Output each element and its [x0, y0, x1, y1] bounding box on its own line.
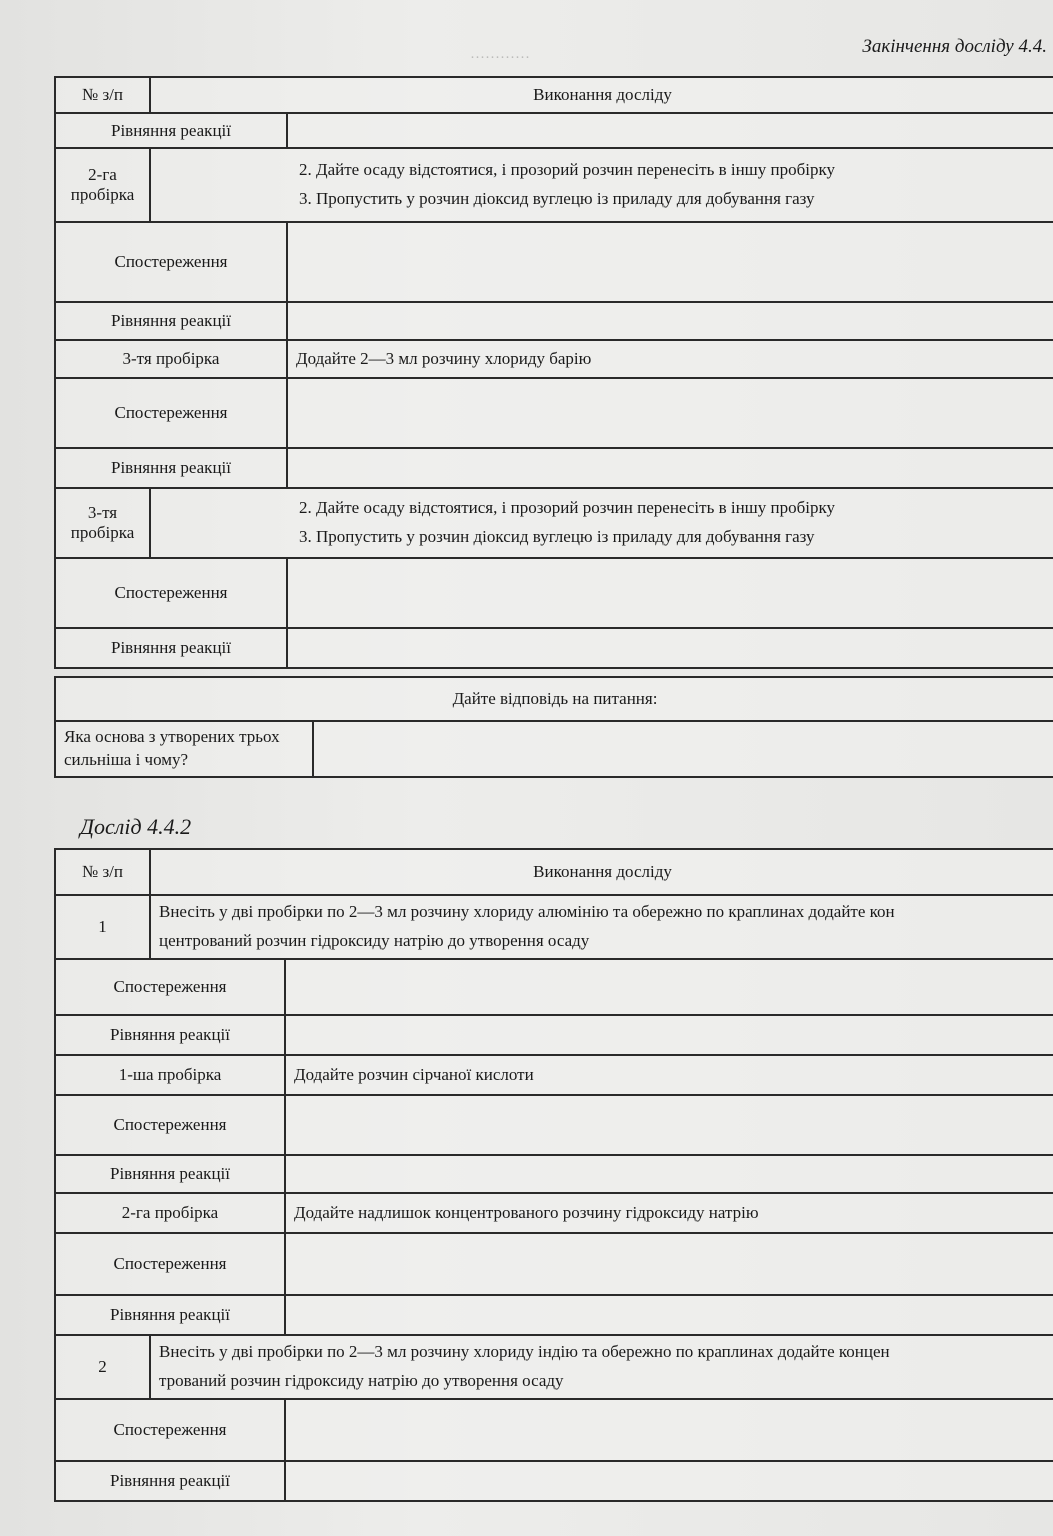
procedure-text: [150, 1335, 1053, 1399]
row-label: Рівняння реакції: [55, 1461, 285, 1501]
observation-field[interactable]: [287, 558, 1053, 628]
row-label: Спостереження: [55, 1095, 285, 1155]
step-3-text: 3. Пропустить у розчин діоксид вуглецю із приладу для добування газу: [299, 189, 815, 208]
tube-label: 1-ша пробірка: [55, 1055, 285, 1095]
step-number: 2: [55, 1335, 150, 1399]
procedure-text: [150, 895, 1053, 959]
answer-field[interactable]: [287, 302, 1053, 340]
step-2-text: 2. Дайте осаду відстоятися, і прозорий розчин перенесіть в іншу пробірку: [299, 498, 836, 518]
col-number-header: № з/п: [55, 77, 150, 113]
procedure-text: Додайте надлишок концентрованого розчину гідроксиду натрію: [285, 1193, 1053, 1233]
table-row: [55, 222, 1053, 302]
table-row: [55, 1461, 1053, 1501]
table-row: [55, 448, 1053, 488]
table-header-row: [55, 77, 1053, 113]
table-row: [55, 302, 1053, 340]
table-row: [55, 895, 1053, 959]
row-label: Спостереження: [55, 1233, 285, 1295]
question-text: Яка основа з утворених трьох сильніша і чому?: [55, 721, 313, 777]
answer-field[interactable]: [285, 1295, 1053, 1335]
step-3-text: 3. Пропустить у розчин діоксид вуглецю із приладу для добування газу: [299, 527, 815, 546]
table-row: [55, 1399, 1053, 1461]
table-header-row: [55, 849, 1053, 895]
col-action-header: Виконання досліду: [150, 849, 1053, 895]
table-row: [55, 1233, 1053, 1295]
table-row: [55, 558, 1053, 628]
row-label: Рівняння реакції: [55, 1295, 285, 1335]
table-row: [55, 1295, 1053, 1335]
question-header: Дайте відповідь на питання:: [55, 677, 1053, 721]
answer-field[interactable]: [285, 1461, 1053, 1501]
procedure-text: Додайте розчин сірчаної кислоти: [285, 1055, 1053, 1095]
answer-field[interactable]: [287, 448, 1053, 488]
procedure-line-2: центрований розчин гідроксиду натрію до утворення осаду: [159, 931, 590, 950]
table-row: [55, 628, 1053, 668]
table-row: [55, 1193, 1053, 1233]
tube-label: 2-га пробірка: [55, 148, 150, 222]
table-row: [55, 959, 1053, 1015]
col-action-header: Виконання досліду: [150, 77, 1053, 113]
procedure-steps: [150, 488, 1053, 558]
question-row: [55, 721, 1053, 777]
question-header-row: [55, 677, 1053, 721]
table-row: [55, 1055, 1053, 1095]
answer-field[interactable]: [313, 721, 1053, 777]
procedure-line-2: трований розчин гідроксиду натрію до утворення осаду: [159, 1371, 564, 1390]
tube-label: 3-тя пробірка: [55, 340, 287, 378]
observation-field[interactable]: [287, 222, 1053, 302]
observation-field[interactable]: [285, 1399, 1053, 1461]
answer-field[interactable]: [285, 1155, 1053, 1193]
page-continuation-title: Закінчення досліду 4.4.: [862, 36, 1047, 57]
question-table: [54, 676, 1053, 778]
experiment-table-continued: [54, 76, 1053, 669]
observation-field[interactable]: [285, 1233, 1053, 1295]
procedure-steps: [150, 148, 1053, 222]
tube-label: 2-га пробірка: [55, 1193, 285, 1233]
table-row: [55, 488, 1053, 558]
table-row: [55, 1015, 1053, 1055]
step-2-text: 2. Дайте осаду відстоятися, і прозорий розчин перенесіть в іншу пробірку: [299, 160, 836, 180]
table-row: [55, 113, 1053, 148]
table-row: [55, 148, 1053, 222]
row-label: Рівняння реакції: [55, 113, 287, 148]
row-label: Спостереження: [55, 1399, 285, 1461]
answer-field[interactable]: [287, 113, 1053, 148]
observation-field[interactable]: [287, 378, 1053, 448]
table-row: [55, 378, 1053, 448]
tube-label: 3-тя пробірка: [55, 488, 150, 558]
row-label: Спостереження: [55, 378, 287, 448]
answer-field[interactable]: [287, 628, 1053, 668]
row-label: Спостереження: [55, 959, 285, 1015]
step-number: 1: [55, 895, 150, 959]
table-row: [55, 340, 1053, 378]
row-label: Рівняння реакції: [55, 1015, 285, 1055]
procedure-text: Додайте 2—3 мл розчину хлориду барію: [287, 340, 1053, 378]
col-number-header: № з/п: [55, 849, 150, 895]
procedure-line-1: Внесіть у дві пробірки по 2—3 мл розчину хлориду алюмінію та обережно по краплинах додайте кон: [159, 902, 895, 922]
table-row: [55, 1095, 1053, 1155]
procedure-line-1: Внесіть у дві пробірки по 2—3 мл розчину хлориду індію та обережно по краплинах додайте концен: [159, 1342, 890, 1362]
row-label: Рівняння реакції: [55, 1155, 285, 1193]
bleed-through-text: ············: [470, 50, 530, 66]
experiment-table: [54, 848, 1053, 1502]
observation-field[interactable]: [285, 959, 1053, 1015]
row-label: Спостереження: [55, 222, 287, 302]
row-label: Рівняння реакції: [55, 302, 287, 340]
row-label: Рівняння реакції: [55, 628, 287, 668]
section-title: Дослід 4.4.2: [80, 814, 192, 839]
row-label: Рівняння реакції: [55, 448, 287, 488]
answer-field[interactable]: [285, 1015, 1053, 1055]
table-row: [55, 1155, 1053, 1193]
row-label: Спостереження: [55, 558, 287, 628]
table-row: [55, 1335, 1053, 1399]
observation-field[interactable]: [285, 1095, 1053, 1155]
